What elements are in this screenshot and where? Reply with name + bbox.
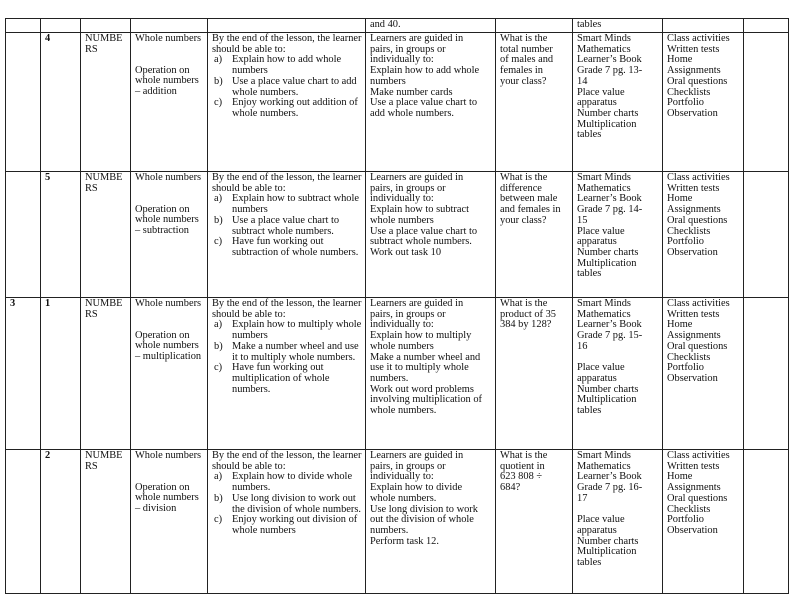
activities-cell: Learners are guided in pairs, in groups or individually to: Explain how to subtract whole numbers Use a place value chart to subtract whole numbers. Work out task 10 <box>366 172 496 298</box>
outcomes-cell <box>208 33 366 172</box>
outcome-marker: c) <box>214 236 223 248</box>
week-cell <box>6 172 41 298</box>
outcome-item <box>212 363 362 395</box>
outcome-text: Make a number wheel and use it to multiply whole numbers. <box>232 340 359 363</box>
strand-cell: NUMBERS <box>81 33 131 172</box>
sub-sub-strand: Operation on whole numbers – division <box>135 481 199 515</box>
lesson-cell: 5 <box>41 172 81 298</box>
outcome-marker: a) <box>214 319 223 331</box>
outcomes-cell <box>208 172 366 298</box>
strand-cell: NUMBERS <box>81 298 131 450</box>
key-inquiry-cell: What is the total number of males and females in your class? <box>496 33 573 172</box>
resources-cell: tables <box>573 19 663 33</box>
outcome-marker: b) <box>214 340 223 352</box>
outcome-item <box>212 216 362 237</box>
sub-strand-cell <box>131 172 208 298</box>
resources-cell: Smart Minds Mathematics Learner’s Book Grade 7 pg. 14- 15 Place value apparatus Number charts Multiplication tables <box>573 172 663 298</box>
remarks-cell <box>744 172 789 298</box>
activities-cell: Learners are guided in pairs, in groups or individually to: Explain how to divide whole numbers. Use long division to work out the division of whole numbers. Perform task 12. <box>366 450 496 594</box>
outcome-text: Enjoy working out division of whole numbers <box>232 514 358 536</box>
outcomes-intro: By the end of the lesson, the learner should be able to: <box>212 33 362 55</box>
outcome-marker: c) <box>214 362 223 374</box>
outcome-marker: c) <box>214 514 223 526</box>
table-row-continuation <box>6 19 789 33</box>
outcome-item <box>212 194 362 215</box>
remarks-cell <box>744 298 789 450</box>
activities-cell: and 40. <box>366 19 496 33</box>
outcome-item <box>212 77 362 98</box>
assessment-cell: Class activities Written tests Home Assignments Oral questions Checklists Portfolio Observation <box>663 298 744 450</box>
outcome-marker: c) <box>214 97 223 109</box>
assessment-cell: Class activities Written tests Home Assignments Oral questions Checklists Portfolio Observation <box>663 33 744 172</box>
outcome-item <box>212 472 362 493</box>
table-row <box>6 298 789 450</box>
resources-cell: Smart Minds Mathematics Learner’s Book Grade 7 pg. 15- 16 Place value apparatus Number charts Multiplication tables <box>573 298 663 450</box>
outcomes-cell <box>208 298 366 450</box>
sub-strand-cell <box>131 450 208 594</box>
assessment-cell: Class activities Written tests Home Assignments Oral questions Checklists Portfolio Observation <box>663 450 744 594</box>
lesson-cell: 4 <box>41 33 81 172</box>
outcomes-list <box>212 320 362 395</box>
outcome-text: Use a place value chart to add whole numbers. <box>232 75 357 98</box>
outcome-item <box>212 55 362 76</box>
outcome-text: Explain how to add whole numbers <box>232 54 342 77</box>
strand-cell: NUMBERS <box>81 172 131 298</box>
resources-cell: Smart Minds Mathematics Learner’s Book Grade 7 pg. 13- 14 Place value apparatus Number charts Multiplication tables <box>573 33 663 172</box>
outcome-marker: a) <box>214 193 223 205</box>
resources-cell: Smart Minds Mathematics Learner’s Book Grade 7 pg. 16- 17 Place value apparatus Number charts Multiplication tables <box>573 450 663 594</box>
remarks-cell <box>744 450 789 594</box>
table-row <box>6 172 789 298</box>
activities-cell: Learners are guided in pairs, in groups or individually to: Explain how to multiply whole numbers Make a number wheel and use it to multiply whole numbers. Work out word problems involving multiplication of whole numbers. <box>366 298 496 450</box>
outcome-text: Have fun working out multiplication of whole numbers. <box>232 362 330 395</box>
key-inquiry-cell: What is the product of 35 384 by 128? <box>496 298 573 450</box>
outcome-text: Explain how to multiply whole numbers <box>232 319 362 342</box>
sub-sub-strand: Operation on whole numbers – subtraction <box>135 203 199 237</box>
remarks-cell <box>744 33 789 172</box>
outcome-text: Have fun working out subtraction of whole numbers. <box>232 236 359 258</box>
outcome-marker: b) <box>214 214 223 226</box>
sub-strand-cell <box>131 298 208 450</box>
table-row <box>6 33 789 172</box>
outcome-item <box>212 98 362 119</box>
lesson-cell: 2 <box>41 450 81 594</box>
outcome-text: Enjoy working out addition of whole numbers. <box>232 97 358 119</box>
outcome-marker: b) <box>214 75 223 87</box>
sub-strand: Whole numbers <box>135 33 202 44</box>
outcome-marker: a) <box>214 471 223 483</box>
outcomes-list <box>212 55 362 119</box>
week-cell <box>6 33 41 172</box>
activities-cell: Learners are guided in pairs, in groups or individually to: Explain how to add whole numbers Make number cards Use a place value chart to add whole numbers. <box>366 33 496 172</box>
scheme-of-work-table <box>5 18 789 594</box>
lesson-cell: 1 <box>41 298 81 450</box>
outcome-item <box>212 494 362 515</box>
outcomes-intro: By the end of the lesson, the learner should be able to: <box>212 298 362 320</box>
assessment-cell: Class activities Written tests Home Assignments Oral questions Checklists Portfolio Observation <box>663 172 744 298</box>
outcome-item <box>212 515 362 536</box>
sub-strand: Whole numbers <box>135 172 202 183</box>
outcome-marker: a) <box>214 54 223 66</box>
outcomes-intro: By the end of the lesson, the learner should be able to: <box>212 450 362 472</box>
outcomes-list <box>212 472 362 536</box>
outcomes-intro: By the end of the lesson, the learner should be able to: <box>212 172 362 194</box>
outcomes-cell <box>208 450 366 594</box>
outcome-marker: b) <box>214 492 223 504</box>
table-row <box>6 450 789 594</box>
sub-strand-cell <box>131 33 208 172</box>
sub-strand: Whole numbers <box>135 450 202 461</box>
week-cell: 3 <box>6 298 41 450</box>
outcome-text: Use a place value chart to subtract whole numbers. <box>232 214 340 237</box>
key-inquiry-cell: What is the difference between male and females in your class? <box>496 172 573 298</box>
outcome-text: Explain how to divide whole numbers. <box>232 471 353 494</box>
outcome-text: Use long division to work out the division of whole numbers. <box>232 492 362 515</box>
sub-sub-strand: Operation on whole numbers – multiplication <box>135 329 202 363</box>
outcome-item <box>212 237 362 258</box>
sub-sub-strand: Operation on whole numbers – addition <box>135 64 199 98</box>
outcome-text: Explain how to subtract whole numbers <box>232 193 359 216</box>
outcomes-list <box>212 194 362 258</box>
strand-cell: NUMBERS <box>81 450 131 594</box>
sub-strand: Whole numbers <box>135 298 202 309</box>
outcome-item <box>212 320 362 341</box>
week-cell <box>6 450 41 594</box>
key-inquiry-cell: What is the quotient in 623 808 ÷ 684? <box>496 450 573 594</box>
outcome-item <box>212 342 362 363</box>
